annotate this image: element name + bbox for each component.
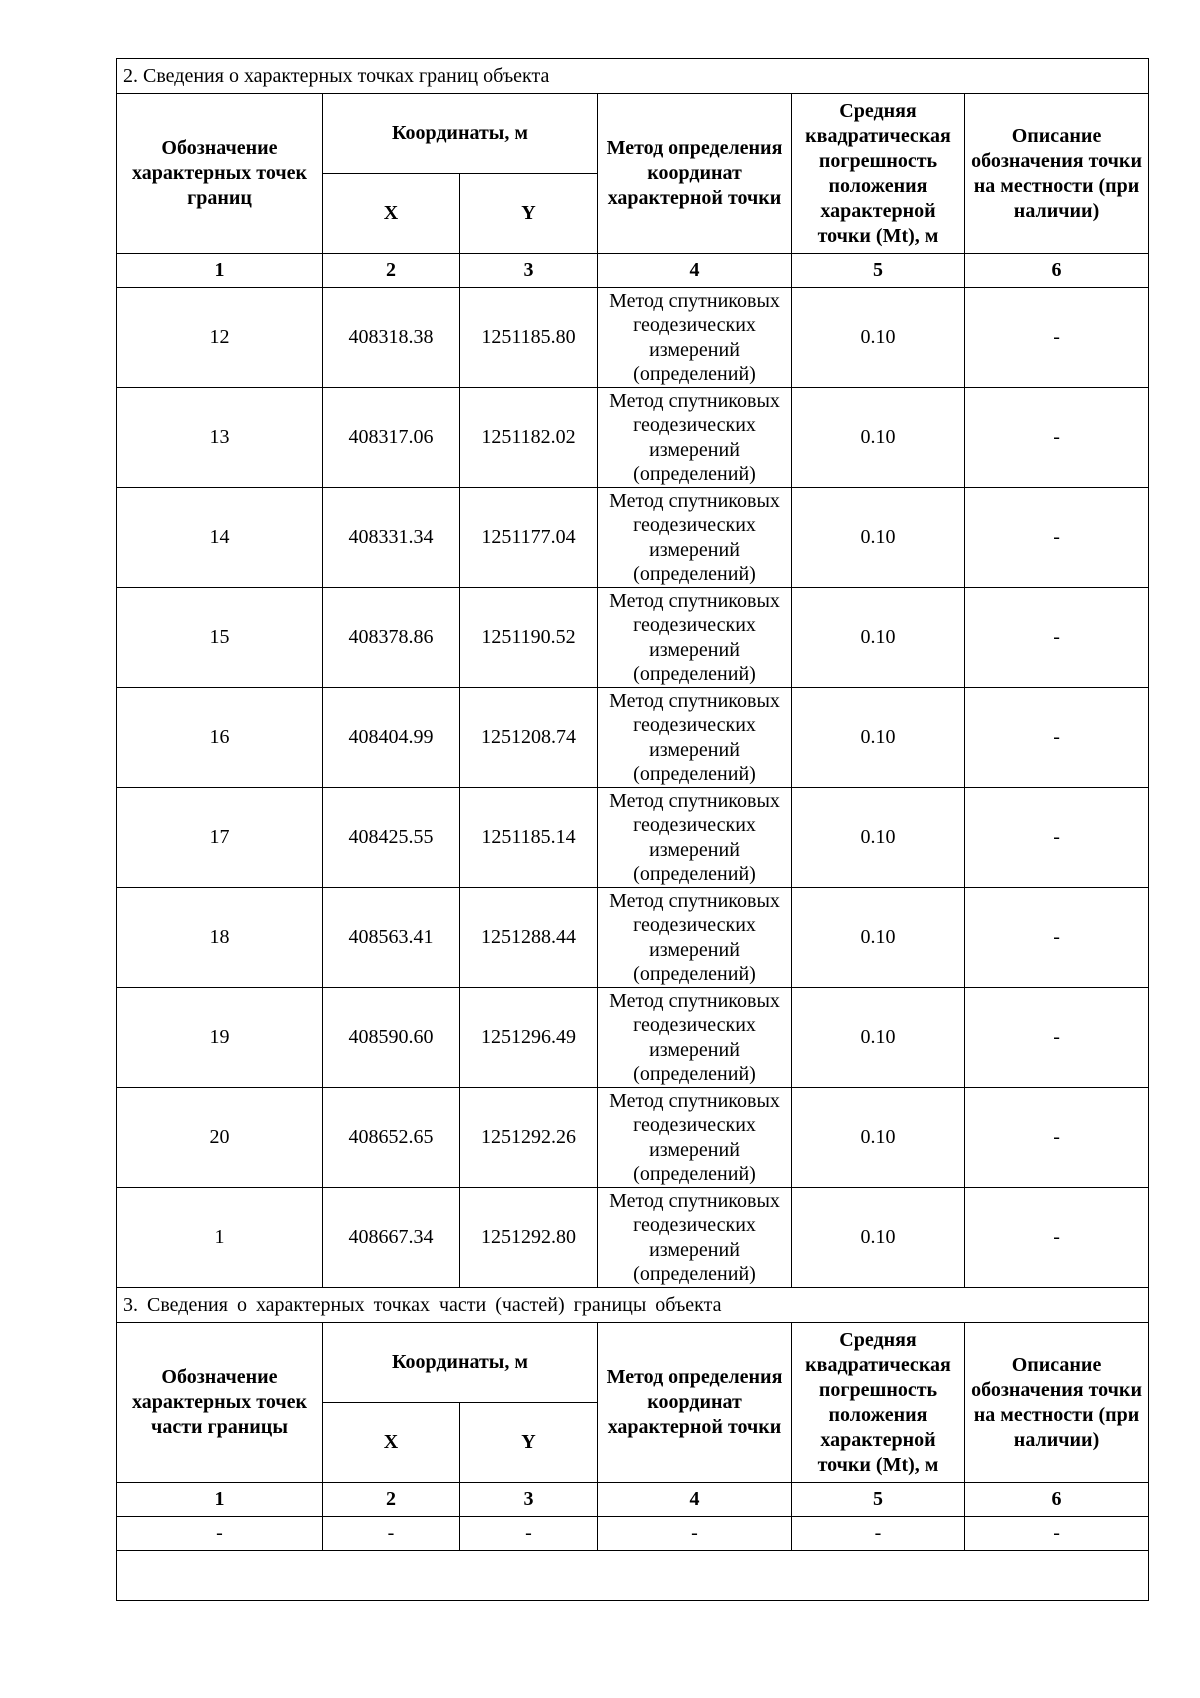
error-cell: 0.10 (792, 988, 965, 1088)
y-cell: 1251185.80 (460, 288, 598, 388)
description-cell: - (965, 988, 1149, 1088)
x-cell: 408563.41 (323, 888, 460, 988)
section2-title: 2. Сведения о характерных точках границ объекта (117, 59, 1149, 94)
header-error: Средняя квадратическая погрешность положения характерной точки (Mt), м (792, 94, 965, 254)
method-cell: - (598, 1517, 792, 1551)
point-cell: 14 (117, 488, 323, 588)
method-cell: Метод спутниковых геодезических измерений (определений) (598, 1088, 792, 1188)
table-row (117, 388, 1149, 488)
method-cell: Метод спутниковых геодезических измерений (определений) (598, 788, 792, 888)
point-cell: 1 (117, 1188, 323, 1288)
table-row (117, 988, 1149, 1088)
table-row (117, 488, 1149, 588)
description-cell: - (965, 588, 1149, 688)
column-number: 6 (965, 254, 1149, 288)
description-cell: - (965, 1517, 1149, 1551)
table-row (117, 688, 1149, 788)
document-page (116, 58, 1148, 1601)
description-cell: - (965, 1188, 1149, 1288)
points-table (116, 58, 1149, 1601)
description-cell: - (965, 288, 1149, 388)
point-cell: 18 (117, 888, 323, 988)
method-cell: Метод спутниковых геодезических измерений (определений) (598, 688, 792, 788)
column-numbers-row (117, 254, 1149, 288)
y-cell: 1251292.26 (460, 1088, 598, 1188)
header-x: X (323, 174, 460, 254)
column-numbers-row (117, 1483, 1149, 1517)
table-row (117, 1088, 1149, 1188)
method-cell: Метод спутниковых геодезических измерений (определений) (598, 388, 792, 488)
header-error: Средняя квадратическая погрешность положения характерной точки (Mt), м (792, 1323, 965, 1483)
point-cell: 13 (117, 388, 323, 488)
y-cell: 1251296.49 (460, 988, 598, 1088)
description-cell: - (965, 788, 1149, 888)
header-y: Y (460, 1403, 598, 1483)
point-cell: 15 (117, 588, 323, 688)
error-cell: 0.10 (792, 388, 965, 488)
point-cell: 20 (117, 1088, 323, 1188)
header-point-designation: Обозначение характерных точек части границы (117, 1323, 323, 1483)
column-number: 1 (117, 254, 323, 288)
y-cell: 1251208.74 (460, 688, 598, 788)
x-cell: 408317.06 (323, 388, 460, 488)
point-cell: - (117, 1517, 323, 1551)
header-method: Метод определения координат характерной точки (598, 1323, 792, 1483)
x-cell: 408652.65 (323, 1088, 460, 1188)
method-cell: Метод спутниковых геодезических измерений (определений) (598, 488, 792, 588)
x-cell: 408590.60 (323, 988, 460, 1088)
x-cell: 408331.34 (323, 488, 460, 588)
x-cell: 408404.99 (323, 688, 460, 788)
header-point-designation: Обозначение характерных точек границ (117, 94, 323, 254)
section3-rows (117, 1517, 1149, 1551)
point-cell: 19 (117, 988, 323, 1088)
y-cell: 1251190.52 (460, 588, 598, 688)
blank-row (117, 1551, 1149, 1601)
header-x: X (323, 1403, 460, 1483)
error-cell: 0.10 (792, 488, 965, 588)
section3-title: 3. Сведения о характерных точках части (частей) границы объекта (117, 1288, 1149, 1323)
description-cell: - (965, 888, 1149, 988)
column-number: 4 (598, 1483, 792, 1517)
x-cell: 408425.55 (323, 788, 460, 888)
section2-rows (117, 288, 1149, 1288)
error-cell: 0.10 (792, 1088, 965, 1188)
point-cell: 12 (117, 288, 323, 388)
description-cell: - (965, 1088, 1149, 1188)
point-cell: 16 (117, 688, 323, 788)
method-cell: Метод спутниковых геодезических измерений (определений) (598, 588, 792, 688)
description-cell: - (965, 388, 1149, 488)
error-cell: 0.10 (792, 288, 965, 388)
header-description: Описание обозначения точки на местности (при наличии) (965, 1323, 1149, 1483)
column-number: 5 (792, 1483, 965, 1517)
column-number: 1 (117, 1483, 323, 1517)
header-coordinates: Координаты, м (323, 94, 598, 174)
y-cell: 1251182.02 (460, 388, 598, 488)
y-cell: 1251177.04 (460, 488, 598, 588)
method-cell: Метод спутниковых геодезических измерений (определений) (598, 888, 792, 988)
column-number: 3 (460, 254, 598, 288)
column-number: 4 (598, 254, 792, 288)
column-number: 2 (323, 1483, 460, 1517)
error-cell: - (792, 1517, 965, 1551)
method-cell: Метод спутниковых геодезических измерений (определений) (598, 1188, 792, 1288)
description-cell: - (965, 688, 1149, 788)
table-row (117, 588, 1149, 688)
description-cell: - (965, 488, 1149, 588)
error-cell: 0.10 (792, 1188, 965, 1288)
header-y: Y (460, 174, 598, 254)
column-number: 6 (965, 1483, 1149, 1517)
table-row (117, 788, 1149, 888)
method-cell: Метод спутниковых геодезических измерений (определений) (598, 988, 792, 1088)
point-cell: 17 (117, 788, 323, 888)
table-row (117, 1188, 1149, 1288)
x-cell: 408667.34 (323, 1188, 460, 1288)
blank-cell (117, 1551, 1149, 1601)
column-number: 2 (323, 254, 460, 288)
error-cell: 0.10 (792, 688, 965, 788)
column-number: 3 (460, 1483, 598, 1517)
header-method: Метод определения координат характерной точки (598, 94, 792, 254)
y-cell: 1251292.80 (460, 1188, 598, 1288)
method-cell: Метод спутниковых геодезических измерений (определений) (598, 288, 792, 388)
error-cell: 0.10 (792, 788, 965, 888)
table-row (117, 1517, 1149, 1551)
error-cell: 0.10 (792, 588, 965, 688)
table-row (117, 288, 1149, 388)
x-cell: - (323, 1517, 460, 1551)
error-cell: 0.10 (792, 888, 965, 988)
y-cell: 1251288.44 (460, 888, 598, 988)
y-cell: 1251185.14 (460, 788, 598, 888)
y-cell: - (460, 1517, 598, 1551)
header-description: Описание обозначения точки на местности (при наличии) (965, 94, 1149, 254)
table-row (117, 888, 1149, 988)
x-cell: 408378.86 (323, 588, 460, 688)
column-number: 5 (792, 254, 965, 288)
x-cell: 408318.38 (323, 288, 460, 388)
header-coordinates: Координаты, м (323, 1323, 598, 1403)
